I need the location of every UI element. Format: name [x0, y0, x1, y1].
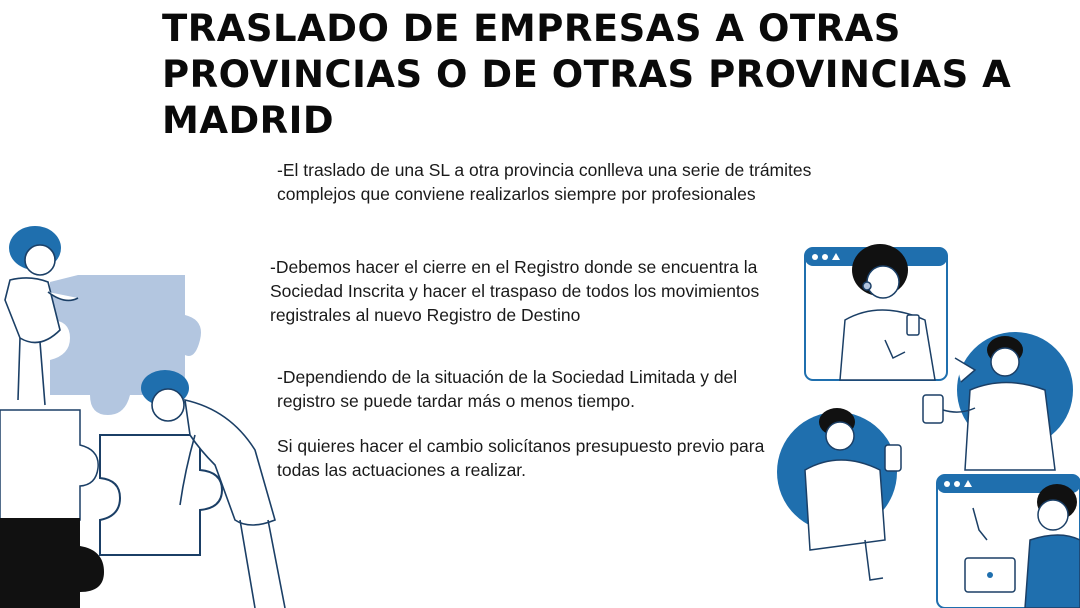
puzzle-piece-outline-2	[0, 410, 98, 520]
puzzle-piece-dark	[0, 518, 104, 608]
paragraph-tiempo: -Dependiendo de la situación de la Sociedad Limitada y del registro se puede tardar más o menos tiempo.	[277, 367, 738, 411]
paragraph-presupuesto: Si quieres hacer el cambio solicítanos presupuesto previo para todas las actuaciones a realizar.	[277, 436, 765, 480]
paragraph-traslado: -El traslado de una SL a otra provincia conlleva una serie de trámites complejos que conviene realizarlos siempre por profesionales	[277, 160, 812, 204]
video-call-people-illustration	[775, 240, 1080, 608]
paragraph-registro: -Debemos hacer el cierre en el Registro donde se encuentra la Sociedad Inscrita y hacer el traspaso de todos los movimientos registrales al nuevo Registro de Destino	[270, 257, 760, 325]
puzzle-teamwork-illustration	[0, 220, 300, 608]
page-title: TRASLADO DE EMPRESAS A OTRAS PROVINCIAS O DE OTRAS PROVINCIAS A MADRID	[162, 7, 1012, 142]
